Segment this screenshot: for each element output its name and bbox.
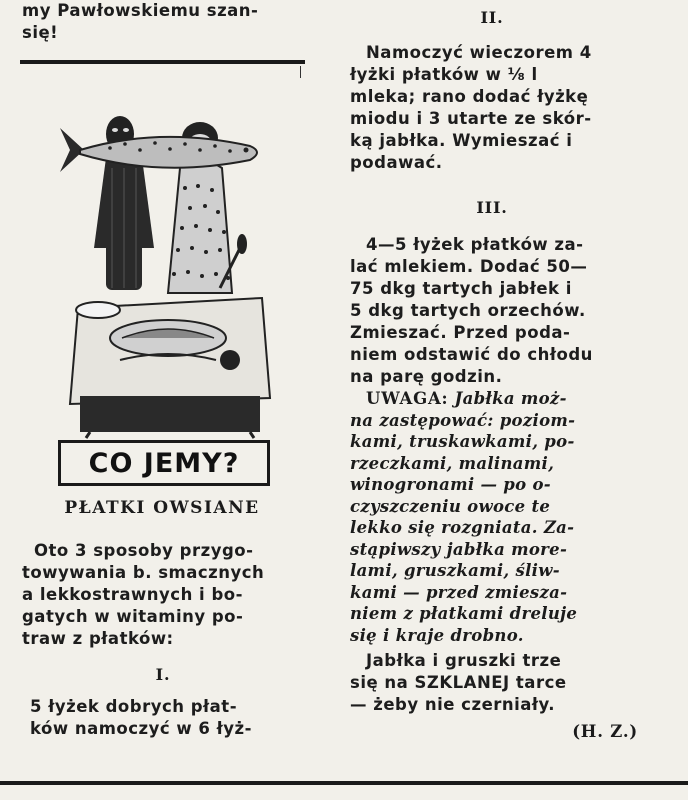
uwaga-line: niem z płatkami dreluje xyxy=(350,604,578,623)
intro-line: a lekkostrawnych i bo- xyxy=(22,585,243,604)
section-divider xyxy=(20,60,305,64)
uwaga-line: się i kraje drobno. xyxy=(350,625,524,645)
carryover-line: my Pawłowskiemu szan- xyxy=(22,1,259,20)
section-iii-line: lać mlekiem. Dodać 50— xyxy=(350,257,588,276)
section-i-line: 5 łyżek dobrych płat- xyxy=(30,697,238,716)
uwaga-line: kami, truskawkami, po- xyxy=(350,432,575,451)
author-signature: (H. Z.) xyxy=(572,722,638,741)
section-ii-line: podawać. xyxy=(350,153,443,172)
section-ii-text xyxy=(350,42,640,174)
section-iii-line: na parę godzin. xyxy=(350,367,503,386)
uwaga-line: rzeczkami, malinami, xyxy=(350,453,555,473)
note-line: Jabłka i gruszki trze xyxy=(366,651,562,670)
uwaga-paragraph xyxy=(350,388,640,646)
co-jemy-sign-text: CO JEMY? xyxy=(88,447,240,479)
co-jemy-sign xyxy=(58,440,270,486)
uwaga-line: stąpiwszy jabłka more- xyxy=(350,539,568,559)
uwaga-first-line xyxy=(350,388,640,410)
uwaga-line: winogronami — po o- xyxy=(350,475,551,494)
section-ii-heading: II. xyxy=(480,8,504,27)
section-iii-text xyxy=(350,234,640,388)
uwaga-line: lekko się rozgniata. Za- xyxy=(350,518,575,537)
section-i-line: ków namoczyć w 6 łyż- xyxy=(30,719,252,738)
uwaga-line: na zastępować: poziom- xyxy=(350,410,576,430)
intro-line: towywania b. smacznych xyxy=(22,563,265,582)
two-figures-with-fish-illustration xyxy=(50,98,280,488)
section-ii-line: miodu i 3 utarte ze skór- xyxy=(350,109,592,128)
bottom-rule xyxy=(0,781,688,785)
uwaga-label: UWAGA: xyxy=(366,389,449,408)
note-paragraph xyxy=(350,650,640,716)
section-iii-line: Zmieszać. Przed poda- xyxy=(350,323,571,342)
note-line: — żeby nie czerniały. xyxy=(350,695,556,714)
section-i-heading: I. xyxy=(155,665,171,684)
section-ii-line: mleka; rano dodać łyżkę xyxy=(350,87,589,106)
section-iii-line: niem odstawić do chłodu xyxy=(350,345,593,364)
article-title: PŁATKI OWSIANE xyxy=(64,498,260,518)
fish xyxy=(60,128,257,172)
carryover-text xyxy=(22,0,302,44)
section-iii-line: 4—5 łyżek płatków za- xyxy=(366,235,584,254)
section-i-text xyxy=(30,696,304,740)
uwaga-first-text: Jabłka moż- xyxy=(448,389,567,408)
column-divider xyxy=(300,66,301,78)
intro-line: traw z płatków: xyxy=(22,629,174,648)
intro-line: gatych w witaminy po- xyxy=(22,607,244,626)
section-iii-heading: III. xyxy=(476,198,508,217)
intro-line: Oto 3 sposoby przygo- xyxy=(34,541,254,560)
note-line: się na SZKLANEJ tarce xyxy=(350,673,567,692)
section-iii-line: 5 dkg tartych orzechów. xyxy=(350,301,586,320)
uwaga-line: lami, gruszkami, śliw- xyxy=(350,561,560,580)
uwaga-line: czyszczeniu owoce te xyxy=(350,496,551,516)
uwaga-line: kami — przed zmiesza- xyxy=(350,582,568,602)
section-ii-line: Namoczyć wieczorem 4 xyxy=(366,43,592,62)
section-iii-line: 75 dkg tartych jabłek i xyxy=(350,279,572,298)
carryover-line: się! xyxy=(22,23,59,42)
section-ii-line: ką jabłka. Wymieszać i xyxy=(350,131,573,150)
intro-paragraph xyxy=(22,540,304,650)
section-ii-line: łyżki płatków w ⅛ l xyxy=(350,65,538,84)
left-heading-block xyxy=(22,498,302,518)
